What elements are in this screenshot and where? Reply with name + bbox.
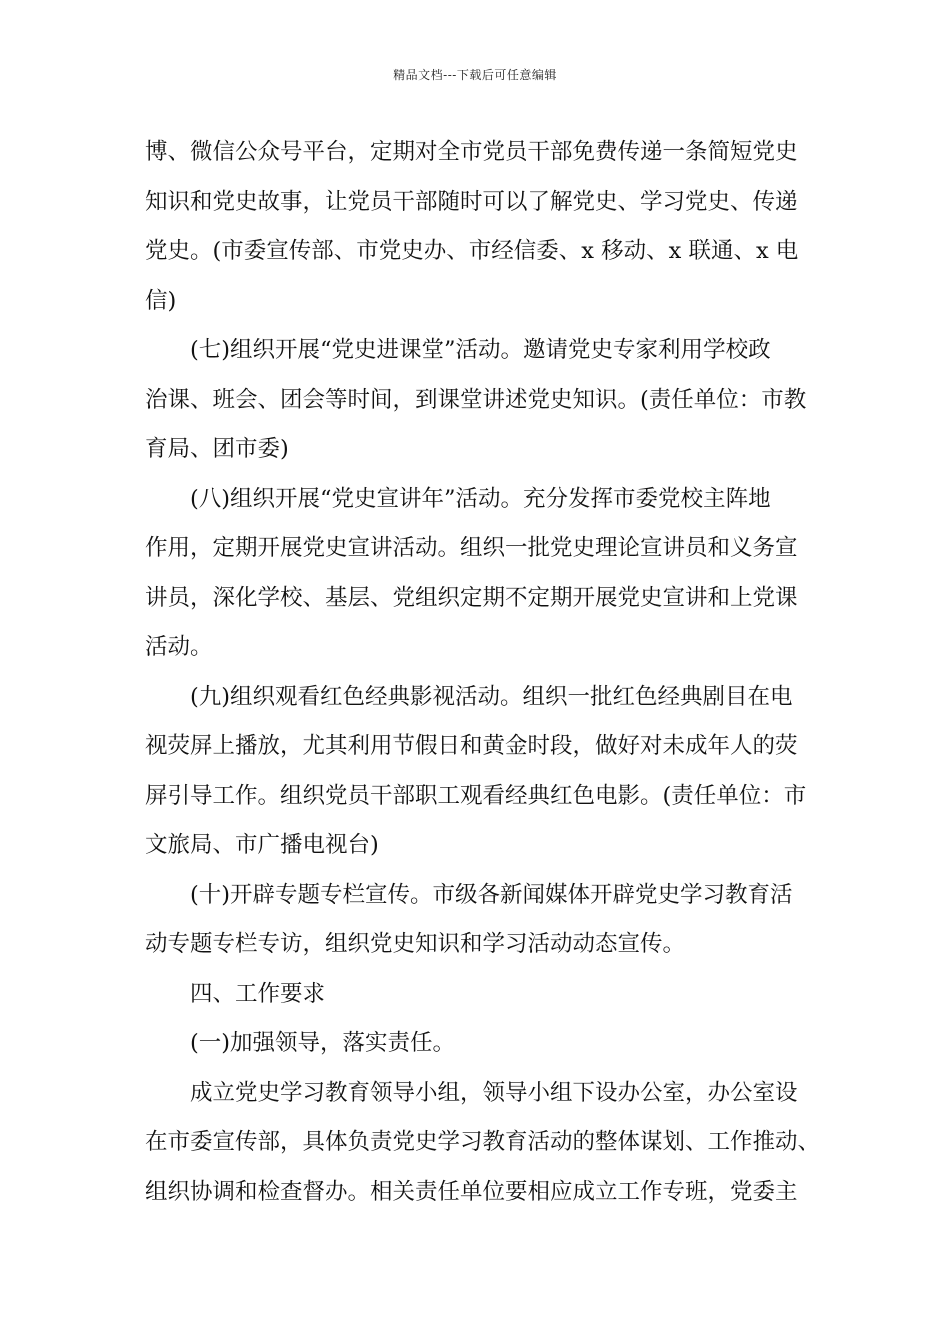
text-line: 在市委宣传部，具体负责党史学习教育活动的整体谋划、工作推动、 (145, 1129, 821, 1155)
text-line: (八)组织开展“党史宣讲年”活动。充分发挥市委党校主阵地 (190, 485, 771, 512)
text-line: 知识和党史故事，让党员干部随时可以了解党史、学习党史、传递 (145, 188, 798, 215)
text-line: 博、微信公众号平台，定期对全市党员干部免费传递一条简短党史 (145, 139, 798, 165)
text-line: 作用，定期开展党史宣讲活动。组织一批党史理论宣讲员和义务宣 (145, 535, 798, 561)
page-header: 精品文档---下载后可任意编辑 (393, 68, 557, 82)
text-line: 信) (145, 287, 177, 314)
text-line: 文旅局、市广播电视台) (145, 832, 379, 858)
text-line: 动专题专栏专访，组织党史知识和学习活动动态宣传。 (145, 931, 686, 957)
text-line: 成立党史学习教育领导小组，领导小组下设办公室，办公室设 (190, 1079, 798, 1106)
text-line: 治课、班会、团会等时间，到课堂讲述党史知识。(责任单位：市教 (145, 386, 807, 413)
text-line: (十)开辟专题专栏宣传。市级各新闻媒体开辟党史学习教育活 (190, 881, 793, 908)
text-line: (一)加强领导，落实责任。 (190, 1030, 456, 1056)
text-line: 讲员，深化学校、基层、党组织定期不定期开展党史宣讲和上党课 (145, 584, 798, 611)
document-body (145, 128, 821, 1217)
text-line: 党史。(市委宣传部、市党史办、市经信委、x 移动、x 联通、x 电 (145, 238, 799, 264)
text-line: 组织协调和检查督办。相关责任单位要相应成立工作专班，党委主 (145, 1178, 798, 1205)
text-line: 视荧屏上播放，尤其利用节假日和黄金时段，做好对未成年人的荧 (145, 733, 798, 759)
text-line: 屏引导工作。组织党员干部职工观看经典红色电影。(责任单位：市 (145, 782, 807, 809)
text-line: 育局、团市委) (145, 436, 289, 462)
text-line: (七)组织开展“党史进课堂”活动。邀请党史专家利用学校政 (190, 337, 771, 363)
text-line: 四、工作要求 (190, 980, 326, 1007)
text-line: 活动。 (145, 634, 213, 660)
text-line: (九)组织观看红色经典影视活动。组织一批红色经典剧目在电 (190, 683, 793, 710)
